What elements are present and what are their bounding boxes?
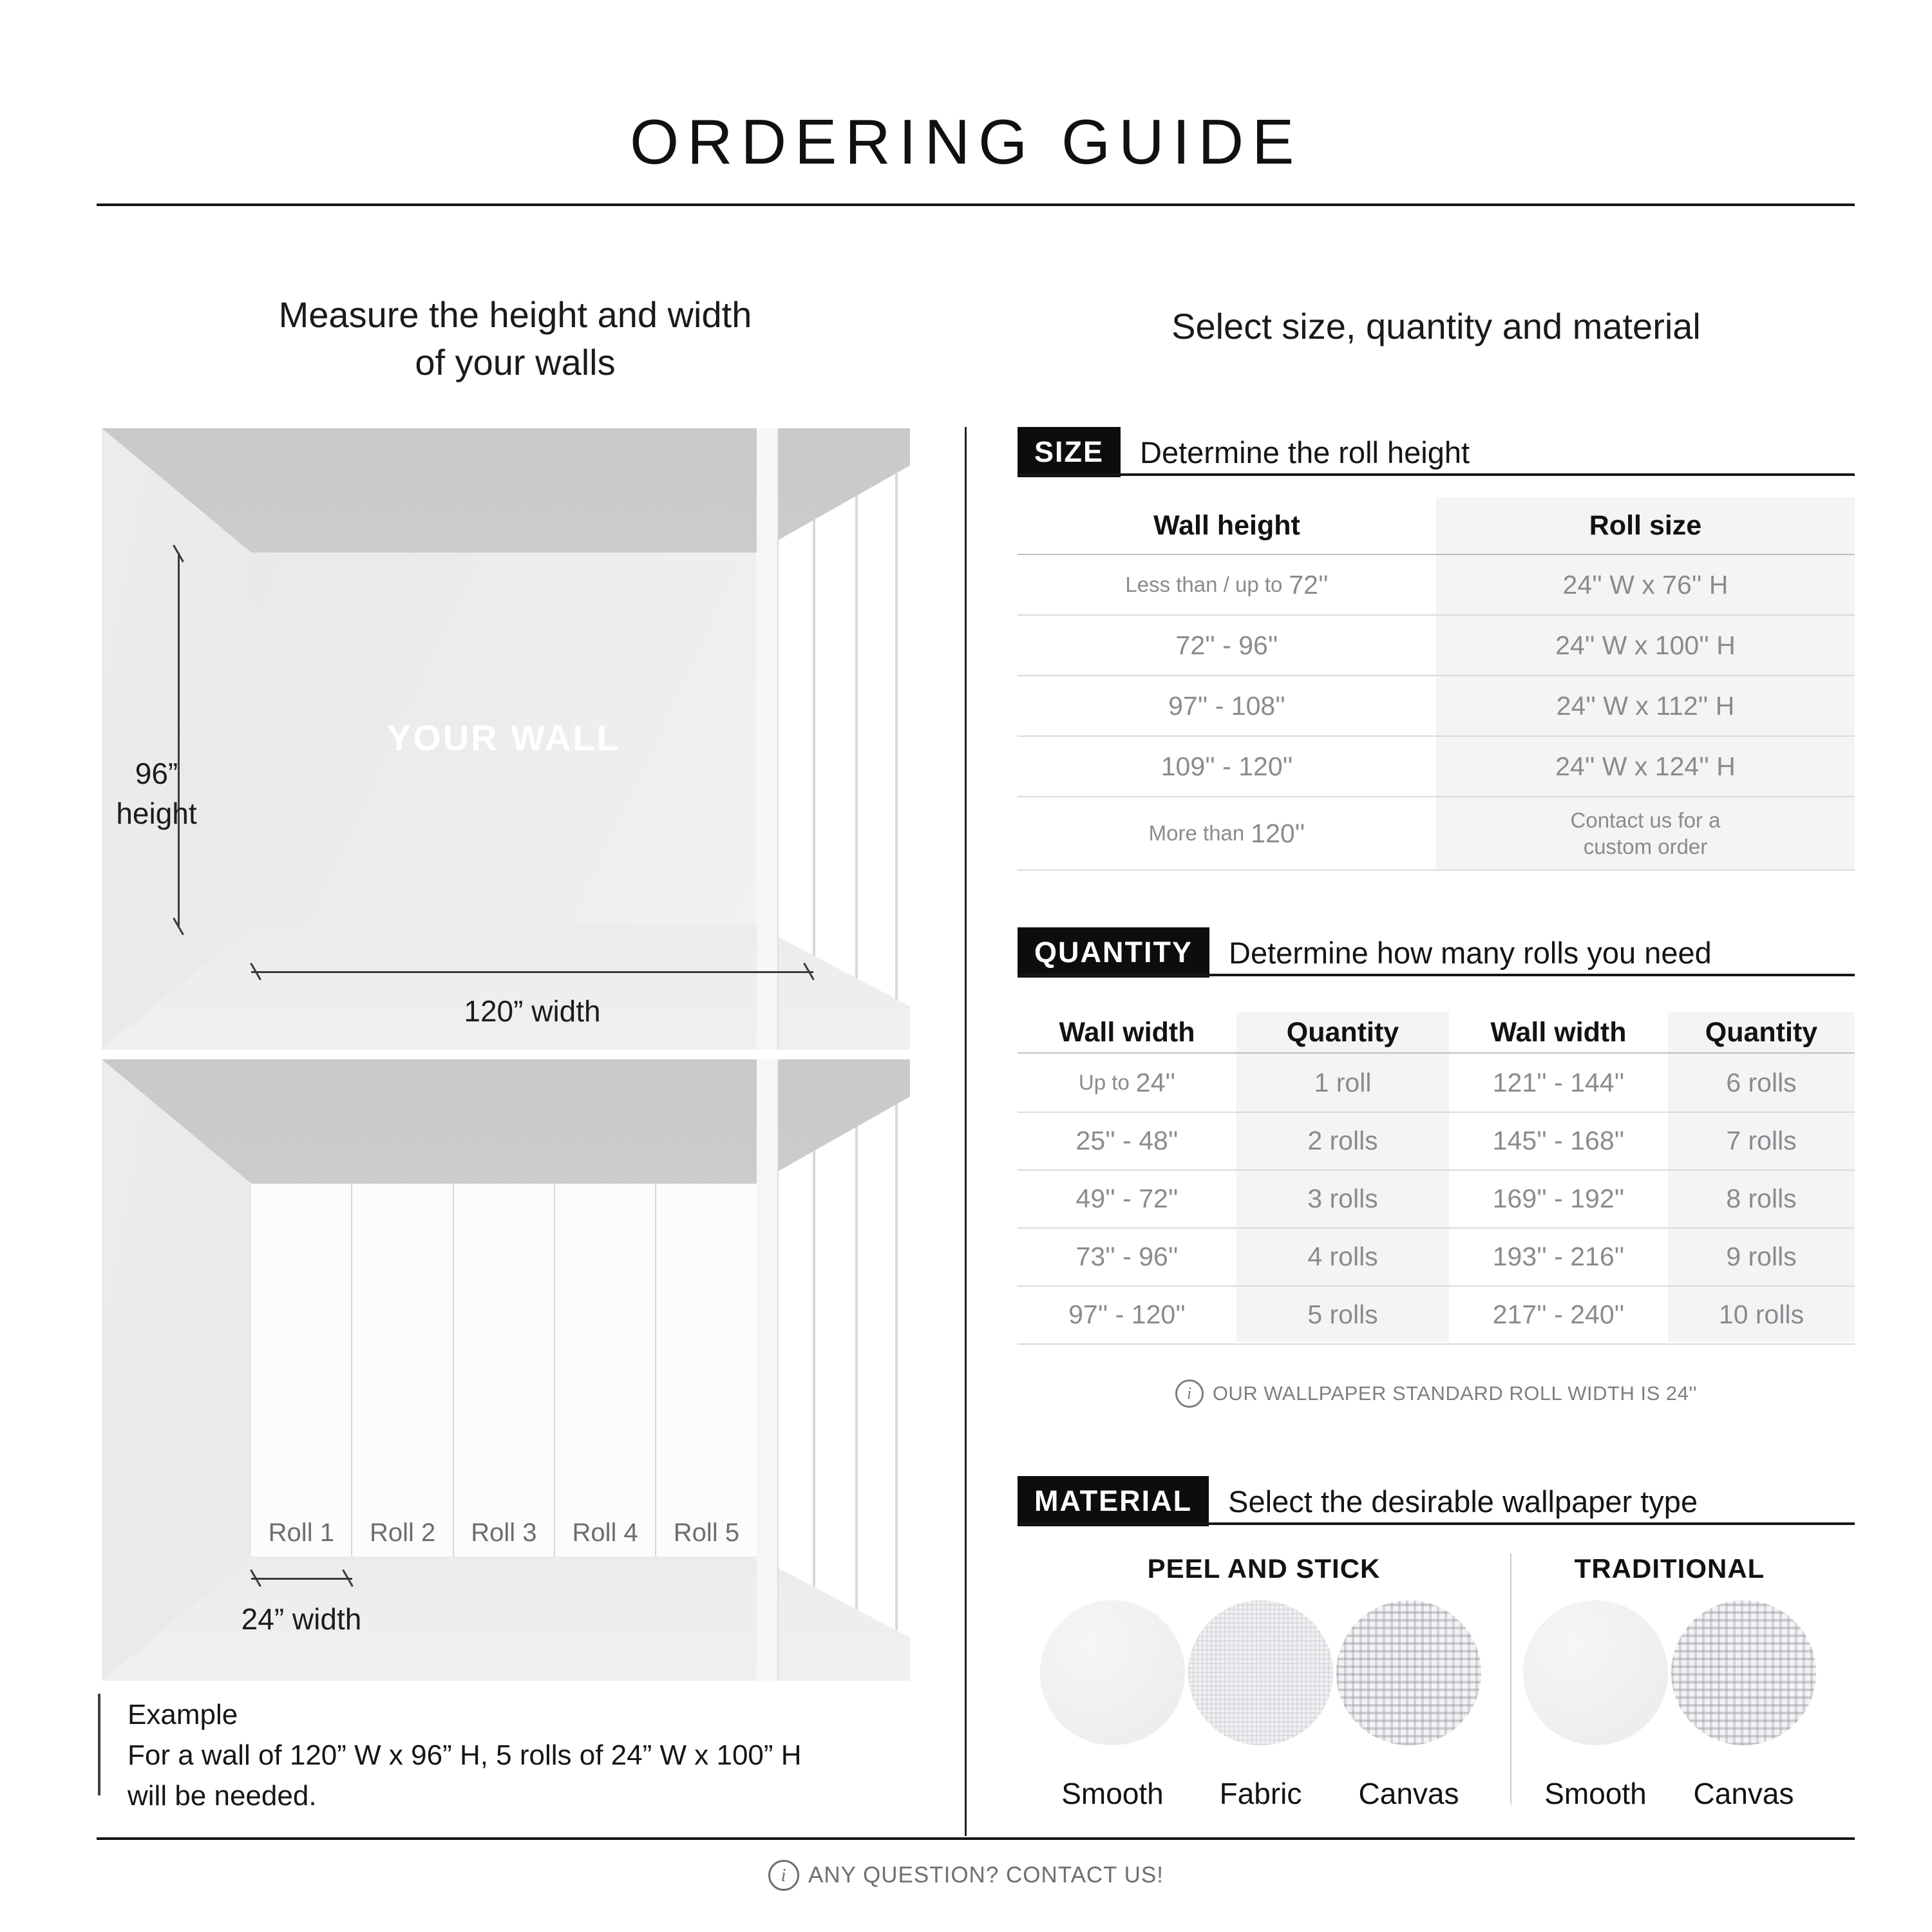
quantity-value: 4 rolls [1307, 1241, 1378, 1271]
roll-width-note-text: OUR WALLPAPER STANDARD ROLL WIDTH IS 24'' [1212, 1382, 1698, 1405]
size-table-row [1018, 616, 1855, 676]
roll-label: Roll 1 [268, 1519, 334, 1547]
size-col1-header: Wall height [1153, 509, 1300, 541]
window-mullion [855, 1059, 858, 1681]
left-heading-line2: of your walls [415, 341, 616, 383]
roll-panel [352, 1184, 453, 1557]
swatch-label: Smooth [1544, 1777, 1647, 1810]
size-subtitle: Determine the roll height [1140, 435, 1470, 469]
quantity-table-header-row [1018, 1012, 1855, 1054]
info-icon [768, 1860, 799, 1891]
size-table-header-row [1018, 497, 1855, 555]
roll-size-value-line2: custom order [1583, 835, 1708, 858]
material-section-rule [1018, 1522, 1855, 1525]
material-swatch-smooth[interactable] [1523, 1600, 1668, 1745]
example-line2: will be needed. [128, 1779, 317, 1812]
size-table [1018, 497, 1855, 871]
quantity-table-row [1018, 1112, 1855, 1171]
roll-size-value: 24'' W x 112'' H [1556, 690, 1735, 721]
wall-width-range: 24'' [1135, 1067, 1176, 1097]
wall-height-range: 120'' [1251, 818, 1305, 848]
wall-width-label: 120” width [464, 994, 601, 1028]
column-divider [965, 427, 967, 1836]
example-line1: For a wall of 120” W x 96” H, 5 rolls of 24” W x 100” H [128, 1739, 802, 1771]
window-mullion [895, 1059, 898, 1681]
roll-size-value: 24'' W x 124'' H [1555, 751, 1736, 781]
quantity-badge: QUANTITY [1018, 927, 1209, 978]
quantity-table [1018, 1012, 1855, 1342]
wall-width-range: 25'' - 48'' [1075, 1125, 1179, 1155]
wall-height-range: 97'' - 108'' [1168, 690, 1285, 721]
wall-height-prefix: Less than / up to [1125, 573, 1283, 596]
roll-panel [555, 1184, 656, 1557]
roll-panel [454, 1184, 555, 1557]
roll-panel [656, 1184, 756, 1557]
wall-height-prefix: More than [1148, 821, 1245, 845]
quantity-value: 7 rolls [1726, 1125, 1797, 1155]
left-column-heading [97, 291, 934, 386]
quantity-section-rule [1018, 974, 1855, 976]
swatch-label: Smooth [1061, 1777, 1164, 1810]
roll-label: Roll 4 [572, 1519, 638, 1547]
roll-panel [251, 1184, 352, 1557]
material-swatch-canvas[interactable] [1336, 1600, 1481, 1745]
wall-height-range: 72'' [1289, 569, 1329, 600]
example-accent-bar [98, 1694, 100, 1795]
material-swatch-fabric[interactable] [1188, 1600, 1333, 1745]
wallpaper-rolls [251, 1184, 756, 1557]
wall-height-value: 96” [135, 757, 178, 790]
quantity-value: 6 rolls [1726, 1067, 1797, 1097]
title-divider [97, 204, 1855, 206]
footer-text: ANY QUESTION? CONTACT US! [808, 1862, 1164, 1888]
example-title: Example [128, 1699, 238, 1730]
wall-width-range: 121'' - 144'' [1492, 1067, 1625, 1097]
quantity-table-row [1018, 1227, 1855, 1287]
height-dimension-line [178, 553, 180, 927]
room-illustration-rolls [102, 1059, 910, 1681]
swatch-label: Canvas [1358, 1777, 1459, 1810]
size-col2-header: Roll size [1589, 509, 1702, 541]
info-icon [1175, 1379, 1204, 1408]
wall-height-range: 109'' - 120'' [1160, 751, 1293, 781]
material-group-divider [1510, 1553, 1511, 1804]
quantity-table-row [1018, 1285, 1855, 1345]
material-subtitle: Select the desirable wallpaper type [1228, 1484, 1698, 1519]
roll-label: Roll 2 [369, 1519, 436, 1547]
width-dimension-line [251, 971, 813, 973]
quantity-table-row [1018, 1170, 1855, 1229]
qty-header-quantity-2: Quantity [1705, 1016, 1818, 1048]
wall-width-range: 97'' - 120'' [1068, 1299, 1186, 1329]
window-jamb [757, 1059, 779, 1681]
wall-width-range: 49'' - 72'' [1075, 1183, 1179, 1213]
footer-contact[interactable] [0, 1860, 1932, 1891]
roll-label: Roll 5 [673, 1519, 740, 1547]
footer-divider [97, 1837, 1855, 1840]
quantity-value: 2 rolls [1307, 1125, 1378, 1155]
quantity-subtitle: Determine how many rolls you need [1229, 935, 1712, 970]
size-badge: SIZE [1018, 427, 1121, 477]
wall-height-label [102, 753, 211, 833]
material-section-header [1018, 1476, 1698, 1526]
roll-width-note [1018, 1379, 1855, 1408]
window-mullion [895, 428, 898, 1050]
swatch-label: Fabric [1219, 1777, 1302, 1810]
size-table-row [1018, 676, 1855, 737]
roll-size-value: 24'' W x 76'' H [1562, 569, 1728, 600]
size-table-row [1018, 737, 1855, 797]
quantity-value: 9 rolls [1726, 1241, 1797, 1271]
roll-label: Roll 3 [471, 1519, 537, 1547]
wall-width-range: 145'' - 168'' [1492, 1125, 1625, 1155]
example-note [128, 1695, 900, 1817]
quantity-value: 8 rolls [1726, 1183, 1797, 1213]
wall-width-prefix: Up to [1078, 1070, 1130, 1094]
wall-width-range: 169'' - 192'' [1492, 1183, 1625, 1213]
material-swatch-smooth[interactable] [1040, 1600, 1185, 1745]
wall-height-word: height [116, 797, 197, 831]
roll-size-value-line1: Contact us for a [1570, 808, 1721, 832]
quantity-table-row [1018, 1054, 1855, 1113]
window-mullion [855, 428, 858, 1050]
left-heading-line1: Measure the height and width [278, 294, 752, 335]
wall-width-range: 217'' - 240'' [1492, 1299, 1625, 1329]
material-swatch-canvas[interactable] [1671, 1600, 1816, 1745]
roll-width-dimension-line [251, 1578, 352, 1580]
roll-size-value: 24'' W x 100'' H [1555, 630, 1736, 660]
roll-width-label: 24” width [241, 1602, 362, 1636]
wall-height-range: 72'' - 96'' [1175, 630, 1278, 660]
page-title: ORDERING GUIDE [629, 106, 1303, 177]
quantity-value: 5 rolls [1307, 1299, 1378, 1329]
peel-and-stick-label: PEEL AND STICK [1147, 1553, 1381, 1584]
qty-header-wall-width-2: Wall width [1490, 1016, 1627, 1048]
quantity-value: 3 rolls [1307, 1183, 1378, 1213]
wall-width-range: 73'' - 96'' [1075, 1241, 1179, 1271]
swatch-label: Canvas [1693, 1777, 1794, 1810]
window-jamb [757, 428, 779, 1050]
qty-header-quantity-1: Quantity [1286, 1016, 1399, 1048]
room-illustration-measure [102, 428, 910, 1050]
material-badge: MATERIAL [1018, 1476, 1209, 1526]
right-column-heading: Select size, quantity and material [1171, 306, 1701, 346]
size-table-row [1018, 797, 1855, 871]
quantity-value: 10 rolls [1718, 1299, 1804, 1329]
your-wall-label: YOUR WALL [386, 717, 621, 758]
wall-width-range: 193'' - 216'' [1492, 1241, 1625, 1271]
qty-header-wall-width-1: Wall width [1059, 1016, 1195, 1048]
traditional-label: TRADITIONAL [1574, 1553, 1765, 1584]
size-table-row [1018, 555, 1855, 616]
quantity-section-header [1018, 927, 1712, 978]
size-section-rule [1018, 473, 1855, 476]
size-section-header [1018, 427, 1470, 477]
quantity-value: 1 roll [1314, 1067, 1372, 1097]
room-back-wall [251, 553, 756, 925]
